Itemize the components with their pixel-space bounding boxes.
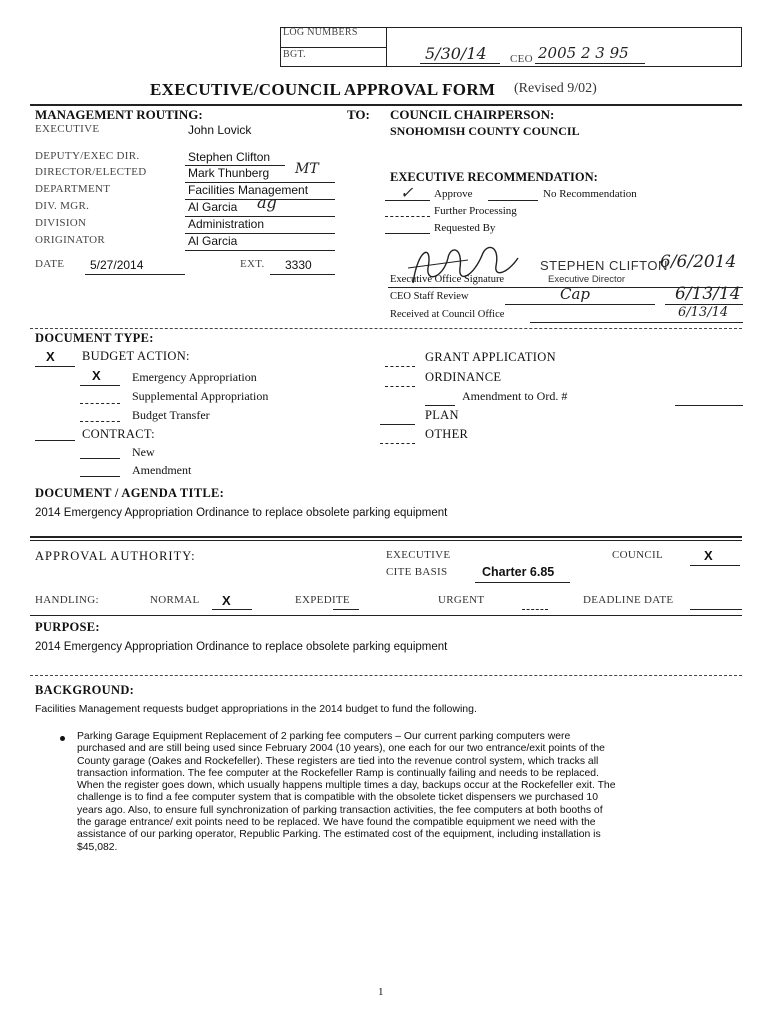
routing-label-executive: EXECUTIVE (35, 123, 100, 135)
date-value: 5/27/2014 (90, 258, 144, 272)
ceo-log-value: 2005 2 3 95 (538, 44, 629, 62)
agenda-heading: DOCUMENT / AGENDA TITLE: (35, 486, 225, 500)
routing-label-division: DIVISION (35, 217, 87, 229)
routing-heading: MANAGEMENT ROUTING: (35, 107, 203, 122)
purpose-rule (30, 675, 742, 676)
routing-bottom-rule (30, 328, 742, 329)
ordinance-label: ORDINANCE (425, 370, 502, 384)
routing-value-originator: Al Garcia (188, 234, 238, 248)
log-numbers-label: LOG NUMBERS (283, 27, 358, 38)
doc-type-heading: DOCUMENT TYPE: (35, 331, 154, 345)
routing-value-deputy: Stephen Clifton (188, 150, 271, 164)
ceo-staff-review-label: CEO Staff Review (390, 291, 469, 302)
bgt-value: 5/30/14 (425, 44, 487, 63)
routing-value-divmgr: Al Garcia (188, 200, 238, 214)
agenda-title-text: 2014 Emergency Appropriation Ordinance to replace obsolete parking equipment (35, 507, 448, 519)
background-heading: BACKGROUND: (35, 683, 135, 697)
ext-value: 3330 (285, 258, 312, 272)
background-paragraph (77, 731, 737, 854)
director-initials: MT (295, 161, 319, 177)
background-line: the garage entrance/ exit points need to be replaced. We have found the compatible equipment we need with the (77, 817, 596, 829)
grant-application-label: GRANT APPLICATION (425, 350, 556, 364)
received-council-date: 6/13/14 (678, 305, 729, 320)
emergency-appropriation-label: Emergency Appropriation (132, 370, 257, 384)
cite-basis-value: Charter 6.85 (482, 565, 555, 579)
council-chairperson: COUNCIL CHAIRPERSON: (390, 107, 555, 122)
cite-basis-label: CITE BASIS (386, 566, 448, 578)
approval-authority-heading: APPROVAL AUTHORITY: (35, 549, 196, 563)
background-line: purchased and are still being used since February 2004 (10 years), one each for our two entrance/exit points of the (77, 743, 605, 755)
approve-label: Approve (434, 188, 473, 200)
handling-deadline-label: DEADLINE DATE (583, 594, 674, 606)
signer-title-stamp: Executive Director (548, 274, 626, 285)
background-line: When the register goes down, which usually happens multiple times a day, backups occur at the Rockefeller exit. The (77, 780, 616, 792)
council-name: SNOHOMISH COUNTY COUNCIL (390, 124, 580, 138)
routing-value-division: Administration (188, 217, 265, 231)
further-processing-label: Further Processing (434, 205, 517, 217)
no-recommendation-label: No Recommendation (543, 188, 637, 200)
requested-by-label: Requested By (434, 222, 496, 234)
background-line: challenge is to find a fee computer system that is compatible with the obsolete ticket dispensers we purchased 10 (77, 792, 598, 804)
handling-normal-label: NORMAL (150, 594, 200, 606)
ext-label: EXT. (240, 258, 265, 270)
routing-label-deputy: DEPUTY/EXEC DIR. (35, 150, 140, 162)
approve-check: ✓ (400, 183, 414, 202)
amendment-ord-label: Amendment to Ord. # (462, 389, 568, 403)
handling-rule (30, 615, 742, 616)
bullet-icon (60, 736, 65, 741)
background-line: transaction information. The fee computer at the Rockefeller Ramp is continually failing and needs to be replaced. (77, 767, 599, 779)
ceo-staff-initials: Cap (560, 285, 591, 303)
page-number: 1 (378, 986, 384, 998)
date-label: DATE (35, 258, 65, 270)
budget-action-mark: X (46, 349, 55, 364)
exec-rec-heading: EXECUTIVE RECOMMENDATION: (390, 170, 598, 184)
revised-note: (Revised 9/02) (514, 81, 597, 96)
authority-executive-label: EXECUTIVE (386, 549, 451, 561)
bgt-label: BGT. (283, 49, 306, 60)
background-intro: Facilities Management requests budget appropriations in the 2014 budget to fund the following. (35, 703, 477, 715)
contract-label: CONTRACT: (82, 427, 155, 441)
handling-label: HANDLING: (35, 594, 99, 606)
handling-normal-mark: X (222, 593, 231, 608)
signature-date: 6/6/2014 (660, 252, 737, 272)
background-line: $45,082. (77, 841, 118, 853)
purpose-heading: PURPOSE: (35, 620, 100, 634)
purpose-text: 2014 Emergency Appropriation Ordinance to replace obsolete parking equipment (35, 641, 448, 653)
routing-value-department: Facilities Management (188, 183, 309, 197)
contract-new-label: New (132, 445, 155, 459)
office-signature-label: Executive Office Signature (390, 274, 505, 285)
signer-name-stamp: STEPHEN CLIFTON (540, 258, 668, 273)
other-label: OTHER (425, 427, 469, 441)
routing-value-executive: John Lovick (188, 123, 252, 137)
ceo-label: CEO (510, 53, 533, 65)
form-title: EXECUTIVE/COUNCIL APPROVAL FORM (150, 80, 496, 99)
authority-council-label: COUNCIL (612, 549, 663, 561)
background-line: Parking Garage Equipment Replacement of 2 parking fee computers – Our current parking computers were (77, 731, 571, 742)
to-label: TO: (347, 107, 370, 122)
divmgr-initials: ag (257, 193, 277, 212)
handling-urgent-label: URGENT (438, 594, 485, 606)
agenda-rule (30, 536, 742, 538)
ceo-staff-date: 6/13/14 (675, 284, 741, 304)
routing-label-originator: ORIGINATOR (35, 234, 106, 246)
supplemental-appropriation-label: Supplemental Appropriation (132, 389, 269, 403)
budget-transfer-label: Budget Transfer (132, 408, 210, 422)
title-rule (30, 104, 742, 106)
background-line: years ago. Also, to ensure full synchronization of parking transaction activities, the fee computers at both booths of (77, 804, 603, 816)
emergency-mark: X (92, 368, 101, 383)
routing-label-divmgr: DIV. MGR. (35, 200, 90, 212)
budget-action-label: BUDGET ACTION: (82, 349, 190, 363)
received-council-label: Received at Council Office (390, 309, 505, 320)
background-line: County garage (Oakes and Rockefeller). These registers are tied into the revenue control system, which tracks all (77, 755, 599, 767)
handling-expedite-label: EXPEDITE (295, 594, 350, 606)
routing-label-director: DIRECTOR/ELECTED (35, 166, 147, 178)
routing-label-department: DEPARTMENT (35, 183, 111, 195)
routing-value-director: Mark Thunberg (188, 166, 270, 180)
authority-council-mark: X (704, 548, 713, 563)
plan-label: PLAN (425, 408, 459, 422)
contract-amendment-label: Amendment (132, 463, 192, 477)
background-line: assistance of our parking operator, Republic Parking. The estimated cost of the equipment, including installation is (77, 829, 601, 841)
